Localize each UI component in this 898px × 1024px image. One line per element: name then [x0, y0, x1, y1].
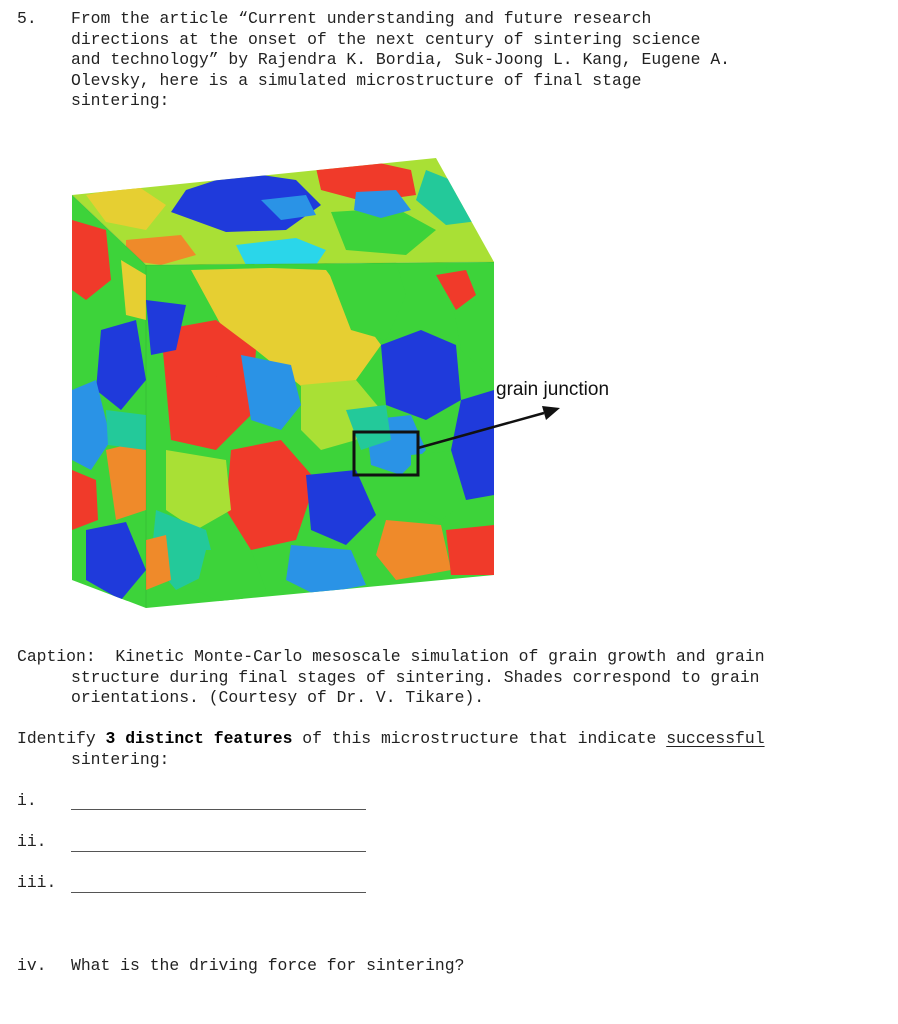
identify-underlined: successful [666, 729, 765, 748]
grain-junction-label: grain junction [496, 379, 610, 400]
question-number: 5. [17, 9, 37, 28]
answer-line-i[interactable] [71, 809, 366, 810]
caption-continuation: structure during final stages of sintering. Shades correspond to grain orientations. (Courtesy of Dr. V. Tikare). [71, 667, 760, 707]
answer-line-ii[interactable] [71, 851, 366, 852]
cube-side-face [141, 255, 501, 615]
caption-label: Caption: [17, 647, 96, 666]
answer-label-i: i. [17, 791, 37, 810]
microstructure-figure [66, 150, 646, 615]
grain-junction-arrowhead [542, 406, 560, 420]
answer-label-ii: ii. [17, 832, 47, 851]
caption-line1: Kinetic Monte-Carlo mesoscale simulation of grain growth and grain [115, 647, 765, 666]
identify-bold: 3 distinct features [105, 729, 293, 748]
followup-number: iv. [17, 956, 47, 975]
identify-prompt [17, 729, 867, 770]
identify-end: sintering: [71, 749, 170, 769]
figure-caption [17, 647, 867, 709]
answer-line-iii[interactable] [71, 892, 366, 893]
identify-pre: Identify [17, 729, 106, 748]
identify-mid: of this microstructure that indicate [292, 729, 667, 748]
followup-question: What is the driving force for sintering? [71, 956, 465, 975]
question-text: From the article “Current understanding and future research directions at the onset of the next century of sintering science and technology” by Rajendra K. Bordia, Suk-Joong L. Kang, Eugene A. Olevsky, here is a simulated microstructure of final stage sintering: [71, 9, 731, 110]
answer-label-iii: iii. [17, 873, 57, 892]
